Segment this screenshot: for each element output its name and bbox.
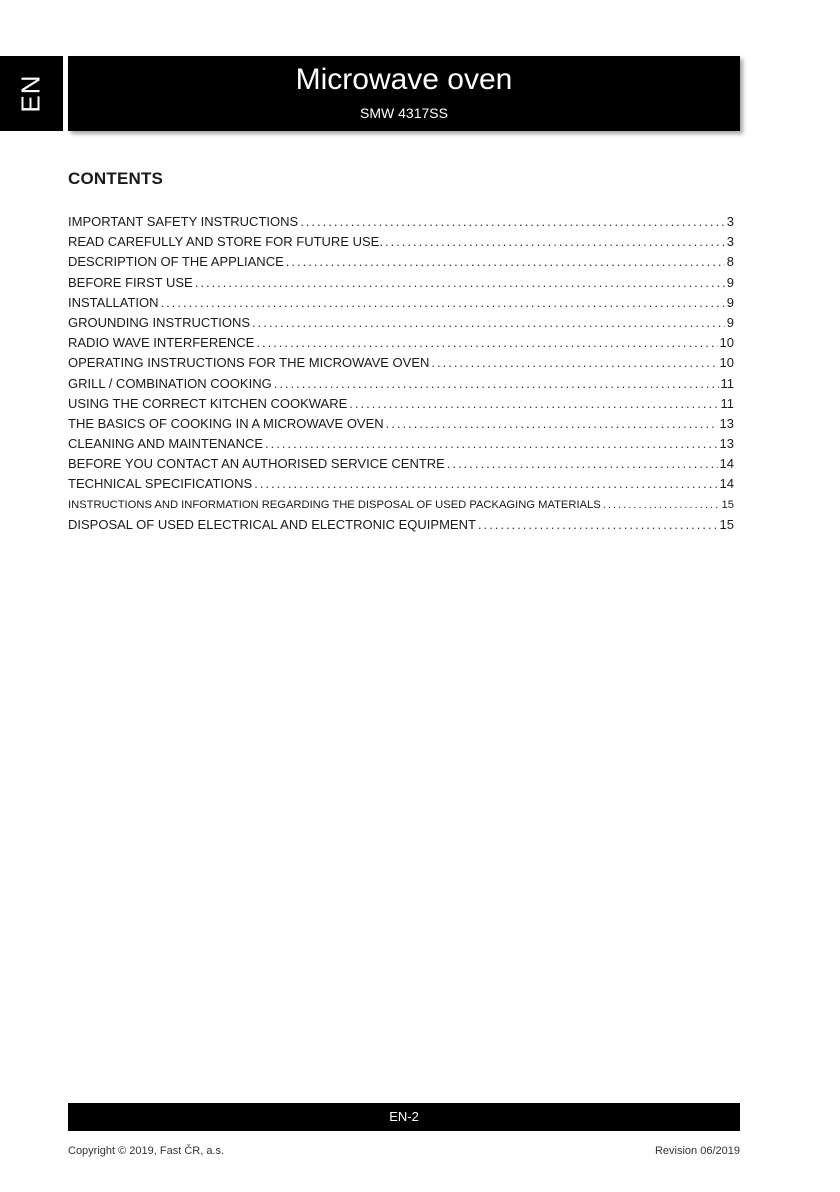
toc-entry-read-carefully[interactable] <box>68 232 734 252</box>
toc-entry-title: USING THE CORRECT KITCHEN COOKWARE <box>68 395 348 411</box>
model-number: SMW 4317SS <box>360 105 448 121</box>
toc-entry-title: GROUNDING INSTRUCTIONS <box>68 314 250 330</box>
dot-leader <box>385 232 725 252</box>
toc-entry-page: 14 <box>719 476 734 492</box>
dot-leader <box>161 293 725 313</box>
toc-entry-title: BEFORE FIRST USE <box>68 274 193 290</box>
toc-entry-installation[interactable] <box>68 293 734 313</box>
dot-leader <box>265 434 717 454</box>
title-banner <box>68 56 740 131</box>
toc-entry-technical-specs[interactable] <box>68 474 734 494</box>
toc-entry-page: 13 <box>719 436 734 452</box>
toc-entry-cookware[interactable] <box>68 394 734 414</box>
toc-entry-title: DISPOSAL OF USED ELECTRICAL AND ELECTRONIC EQUIPMENT <box>68 516 476 532</box>
toc-entry-title: DESCRIPTION OF THE APPLIANCE <box>68 254 284 270</box>
dot-leader <box>274 374 719 394</box>
toc-entry-radio-interference[interactable] <box>68 333 734 353</box>
toc-entry-page: 8 <box>726 254 734 270</box>
toc-entry-page: 10 <box>719 355 734 371</box>
dot-leader <box>252 313 725 333</box>
contents-heading: CONTENTS <box>68 169 164 188</box>
toc-entry-page: 13 <box>719 415 734 431</box>
toc-entry-title: INSTALLATION <box>68 294 159 310</box>
toc-entry-title: THE BASICS OF COOKING IN A MICROWAVE OVEN <box>68 415 384 431</box>
toc-entry-title: CLEANING AND MAINTENANCE <box>68 436 264 452</box>
revision-label: Revision 06/2019 <box>654 1145 740 1157</box>
dot-leader <box>386 414 718 434</box>
page-number-bar <box>68 1103 740 1131</box>
toc-entry-page: 10 <box>719 335 734 351</box>
toc-entry-safety-instructions[interactable] <box>68 212 734 232</box>
toc-entry-page: 11 <box>720 375 734 391</box>
table-of-contents <box>68 212 734 535</box>
page-number: EN-2 <box>389 1109 419 1124</box>
dot-leader <box>447 454 718 474</box>
toc-entry-description[interactable] <box>68 252 734 272</box>
toc-entry-title: INSTRUCTIONS AND INFORMATION REGARDING THE DISPOSAL OF USED PACKAGING MATERIALS <box>68 498 601 511</box>
dot-leader <box>349 394 718 414</box>
dot-leader <box>603 495 720 515</box>
toc-entry-title: BEFORE YOU CONTACT AN AUTHORISED SERVICE CENTRE <box>68 456 445 472</box>
dot-leader <box>286 252 725 272</box>
toc-entry-page: 9 <box>726 314 734 330</box>
language-label: EN <box>16 74 46 113</box>
toc-entry-page: 11 <box>720 395 734 411</box>
toc-entry-service-centre[interactable] <box>68 454 734 474</box>
dot-leader <box>254 474 717 494</box>
toc-entry-weee-disposal[interactable] <box>68 515 734 535</box>
toc-entry-page: 3 <box>726 214 734 229</box>
dot-leader <box>195 273 725 293</box>
toc-entry-operating-instructions[interactable] <box>68 353 734 373</box>
toc-entry-grill-combination[interactable] <box>68 374 734 394</box>
document-title: Microwave oven <box>295 63 513 96</box>
toc-entry-cleaning[interactable] <box>68 434 734 454</box>
toc-entry-page: 9 <box>726 274 734 290</box>
toc-entry-page: 14 <box>719 456 734 472</box>
toc-entry-page: 9 <box>726 294 734 310</box>
toc-entry-title: IMPORTANT SAFETY INSTRUCTIONS <box>68 214 299 229</box>
toc-entry-title: GRILL / COMBINATION COOKING <box>68 375 272 391</box>
toc-entry-title: OPERATING INSTRUCTIONS FOR THE MICROWAVE OVEN <box>68 355 430 371</box>
toc-entry-page: 15 <box>719 516 734 532</box>
toc-entry-cooking-basics[interactable] <box>68 414 734 434</box>
toc-entry-packaging-disposal[interactable] <box>68 495 734 515</box>
language-tab <box>0 56 63 131</box>
toc-entry-title: TECHNICAL SPECIFICATIONS <box>68 476 253 492</box>
dot-leader <box>431 353 717 373</box>
dot-leader <box>478 515 718 535</box>
dot-leader <box>256 333 717 353</box>
toc-entry-title: RADIO WAVE INTERFERENCE <box>68 335 255 351</box>
toc-entry-title: READ CAREFULLY AND STORE FOR FUTURE USE. <box>68 234 383 250</box>
toc-entry-before-first-use[interactable] <box>68 273 734 293</box>
toc-entry-page: 3 <box>726 234 734 250</box>
copyright-notice: Copyright © 2019, Fast ČR, a.s. <box>68 1145 225 1157</box>
toc-entry-page: 15 <box>721 498 734 511</box>
toc-entry-grounding[interactable] <box>68 313 734 333</box>
dot-leader <box>300 212 725 232</box>
